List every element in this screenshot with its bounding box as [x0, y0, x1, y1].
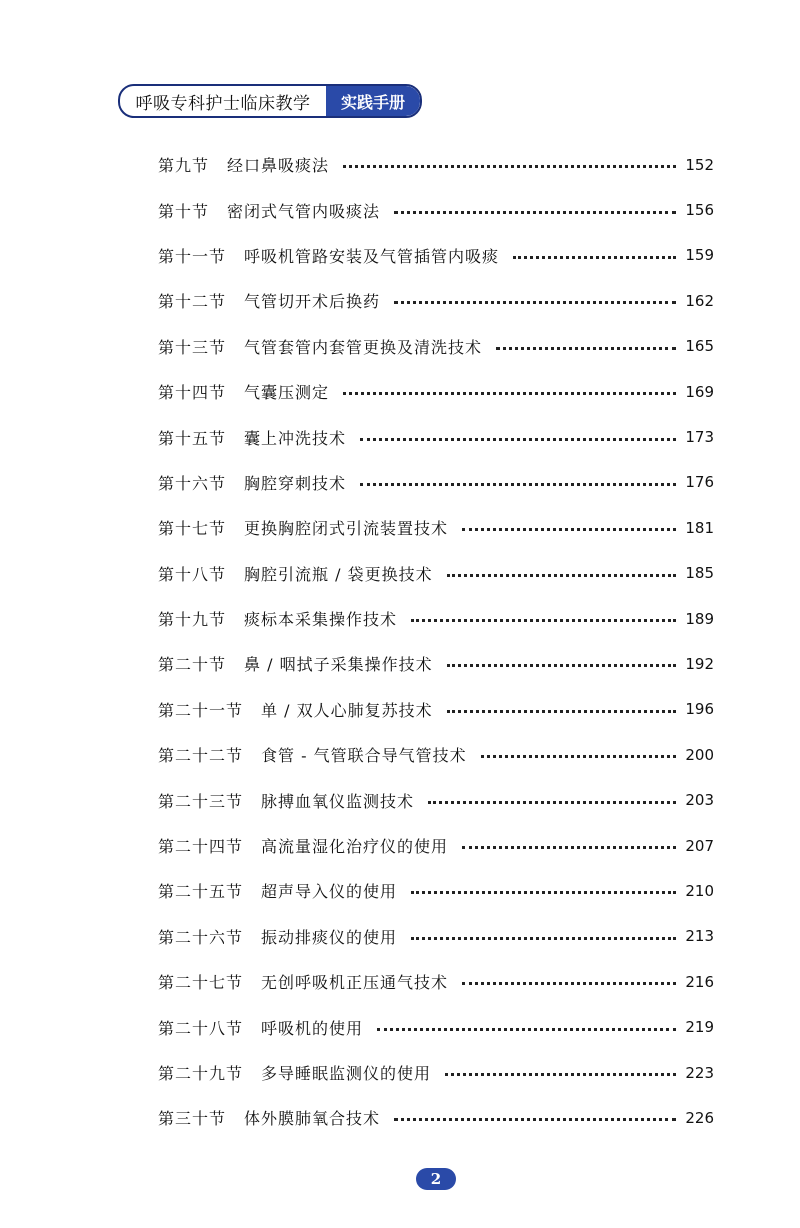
toc-page-number: 216: [685, 972, 714, 991]
toc-leader-dots: [394, 1118, 676, 1121]
toc-section-title: 更换胸腔闭式引流装置技术: [244, 519, 449, 539]
toc-entry[interactable]: [158, 505, 714, 550]
toc-leader-dots: [462, 982, 676, 985]
toc-section-number: 第二十七节: [158, 973, 244, 993]
toc-section-number: 第二十四节: [158, 837, 244, 857]
toc-page-number: 185: [685, 564, 714, 583]
toc-section-title: 食管 - 气管联合导气管技术: [261, 746, 467, 766]
toc-leader-dots: [445, 1073, 676, 1076]
table-of-contents: [158, 142, 714, 1141]
book-title: 呼吸专科护士临床教学: [135, 93, 311, 114]
toc-page-number: 196: [685, 700, 714, 719]
toc-leader-dots: [481, 755, 676, 758]
toc-page-number: 210: [685, 881, 714, 900]
toc-page-number: 165: [685, 337, 714, 356]
toc-page-number: 159: [685, 246, 714, 265]
toc-leader-dots: [447, 710, 676, 713]
toc-section-title: 单 / 双人心肺复苏技术: [261, 700, 433, 720]
toc-section-number: 第二十五节: [158, 882, 244, 902]
toc-page-number: 152: [685, 155, 714, 174]
toc-leader-dots: [411, 619, 676, 622]
toc-section-number: 第二十二节: [158, 746, 244, 766]
toc-section-number: 第十四节: [158, 383, 227, 403]
toc-section-title: 多导睡眠监测仪的使用: [261, 1064, 432, 1083]
toc-page-number: 192: [685, 654, 714, 673]
toc-leader-dots: [513, 256, 676, 259]
toc-page-number: 162: [685, 291, 714, 310]
toc-section-number: 第二十九节: [158, 1064, 244, 1083]
toc-section-number: 第十一节: [158, 246, 227, 266]
toc-entry[interactable]: [158, 233, 714, 278]
toc-section-number: 第十节: [158, 201, 210, 221]
toc-section-title: 气管套管内套管更换及清洗技术: [244, 337, 483, 357]
toc-entry[interactable]: [158, 1004, 714, 1049]
toc-section-title: 高流量湿化治疗仪的使用: [261, 837, 449, 857]
toc-section-title: 脉搏血氧仪监测技术: [261, 791, 415, 811]
toc-leader-dots: [343, 392, 676, 395]
toc-section-number: 第十七节: [158, 519, 227, 539]
toc-section-title: 经口鼻吸痰法: [227, 156, 330, 176]
toc-entry[interactable]: [158, 914, 714, 959]
toc-section-title: 鼻 / 咽拭子采集操作技术: [244, 655, 433, 675]
toc-leader-dots: [394, 301, 676, 304]
toc-entry[interactable]: [158, 414, 714, 459]
toc-entry[interactable]: [158, 1050, 714, 1095]
toc-leader-dots: [447, 664, 676, 667]
toc-section-number: 第十六节: [158, 473, 227, 493]
toc-page-number: 203: [685, 791, 714, 810]
toc-page-number: 223: [685, 1063, 714, 1082]
toc-section-title: 气囊压测定: [244, 383, 330, 403]
toc-section-title: 胸腔引流瓶 / 袋更换技术: [244, 564, 433, 584]
toc-section-number: 第二十六节: [158, 927, 244, 947]
toc-section-title: 呼吸机管路安装及气管插管内吸痰: [244, 246, 500, 266]
toc-section-title: 超声导入仪的使用: [261, 882, 398, 902]
toc-section-number: 第十二节: [158, 292, 227, 312]
toc-section-title: 体外膜肺氧合技术: [244, 1109, 381, 1129]
toc-page-number: 219: [685, 1018, 714, 1037]
toc-entry[interactable]: [158, 324, 714, 369]
running-header: [118, 84, 422, 118]
toc-leader-dots: [411, 937, 676, 940]
toc-page-number: 226: [685, 1108, 714, 1127]
toc-entry[interactable]: [158, 687, 714, 732]
toc-section-number: 第三十节: [158, 1109, 227, 1129]
toc-section-number: 第二十节: [158, 655, 227, 675]
toc-entry[interactable]: [158, 823, 714, 868]
toc-leader-dots: [377, 1028, 676, 1031]
toc-section-number: 第十五节: [158, 428, 227, 448]
toc-entry[interactable]: [158, 1095, 714, 1140]
toc-leader-dots: [360, 438, 676, 441]
toc-page-number: 169: [685, 382, 714, 401]
toc-section-number: 第二十三节: [158, 791, 244, 811]
toc-section-number: 第二十一节: [158, 700, 244, 720]
toc-section-title: 气管切开术后换药: [244, 292, 381, 312]
toc-entry[interactable]: [158, 868, 714, 913]
toc-page-number: 213: [685, 927, 714, 946]
toc-entry[interactable]: [158, 278, 714, 323]
toc-section-title: 痰标本采集操作技术: [244, 610, 398, 630]
toc-section-title: 无创呼吸机正压通气技术: [261, 973, 449, 993]
toc-section-title: 囊上冲洗技术: [244, 428, 347, 448]
toc-section-title: 密闭式气管内吸痰法: [227, 201, 381, 221]
toc-entry[interactable]: [158, 142, 714, 187]
toc-entry[interactable]: [158, 187, 714, 232]
toc-page-number: 189: [685, 609, 714, 628]
toc-page-number: 181: [685, 518, 714, 537]
toc-entry[interactable]: [158, 460, 714, 505]
toc-entry[interactable]: [158, 551, 714, 596]
toc-entry[interactable]: [158, 732, 714, 777]
toc-entry[interactable]: [158, 959, 714, 1004]
toc-leader-dots: [394, 211, 676, 214]
page-number-badge: 2: [416, 1168, 456, 1190]
toc-entry[interactable]: [158, 641, 714, 686]
toc-section-number: 第十九节: [158, 610, 227, 630]
toc-section-title: 胸腔穿刺技术: [244, 473, 347, 493]
toc-section-number: 第九节: [158, 156, 210, 176]
toc-entry[interactable]: [158, 596, 714, 641]
toc-page-number: 156: [685, 201, 714, 220]
toc-leader-dots: [411, 891, 676, 894]
toc-section-number: 第二十八节: [158, 1018, 244, 1038]
toc-leader-dots: [462, 846, 676, 849]
toc-section-title: 呼吸机的使用: [261, 1018, 364, 1038]
toc-entry[interactable]: [158, 369, 714, 414]
toc-page-number: 173: [685, 428, 714, 447]
toc-page-number: 200: [685, 745, 714, 764]
toc-leader-dots: [428, 801, 676, 804]
toc-section-title: 振动排痰仪的使用: [261, 927, 398, 947]
book-subtitle-tag: 实践手册: [326, 86, 420, 116]
toc-page-number: 207: [685, 836, 714, 855]
toc-section-number: 第十三节: [158, 337, 227, 357]
toc-leader-dots: [462, 528, 676, 531]
toc-leader-dots: [496, 347, 676, 350]
toc-leader-dots: [447, 574, 676, 577]
toc-section-number: 第十八节: [158, 564, 227, 584]
toc-page-number: 176: [685, 473, 714, 492]
toc-leader-dots: [343, 165, 676, 168]
toc-leader-dots: [360, 483, 676, 486]
toc-entry[interactable]: [158, 777, 714, 822]
